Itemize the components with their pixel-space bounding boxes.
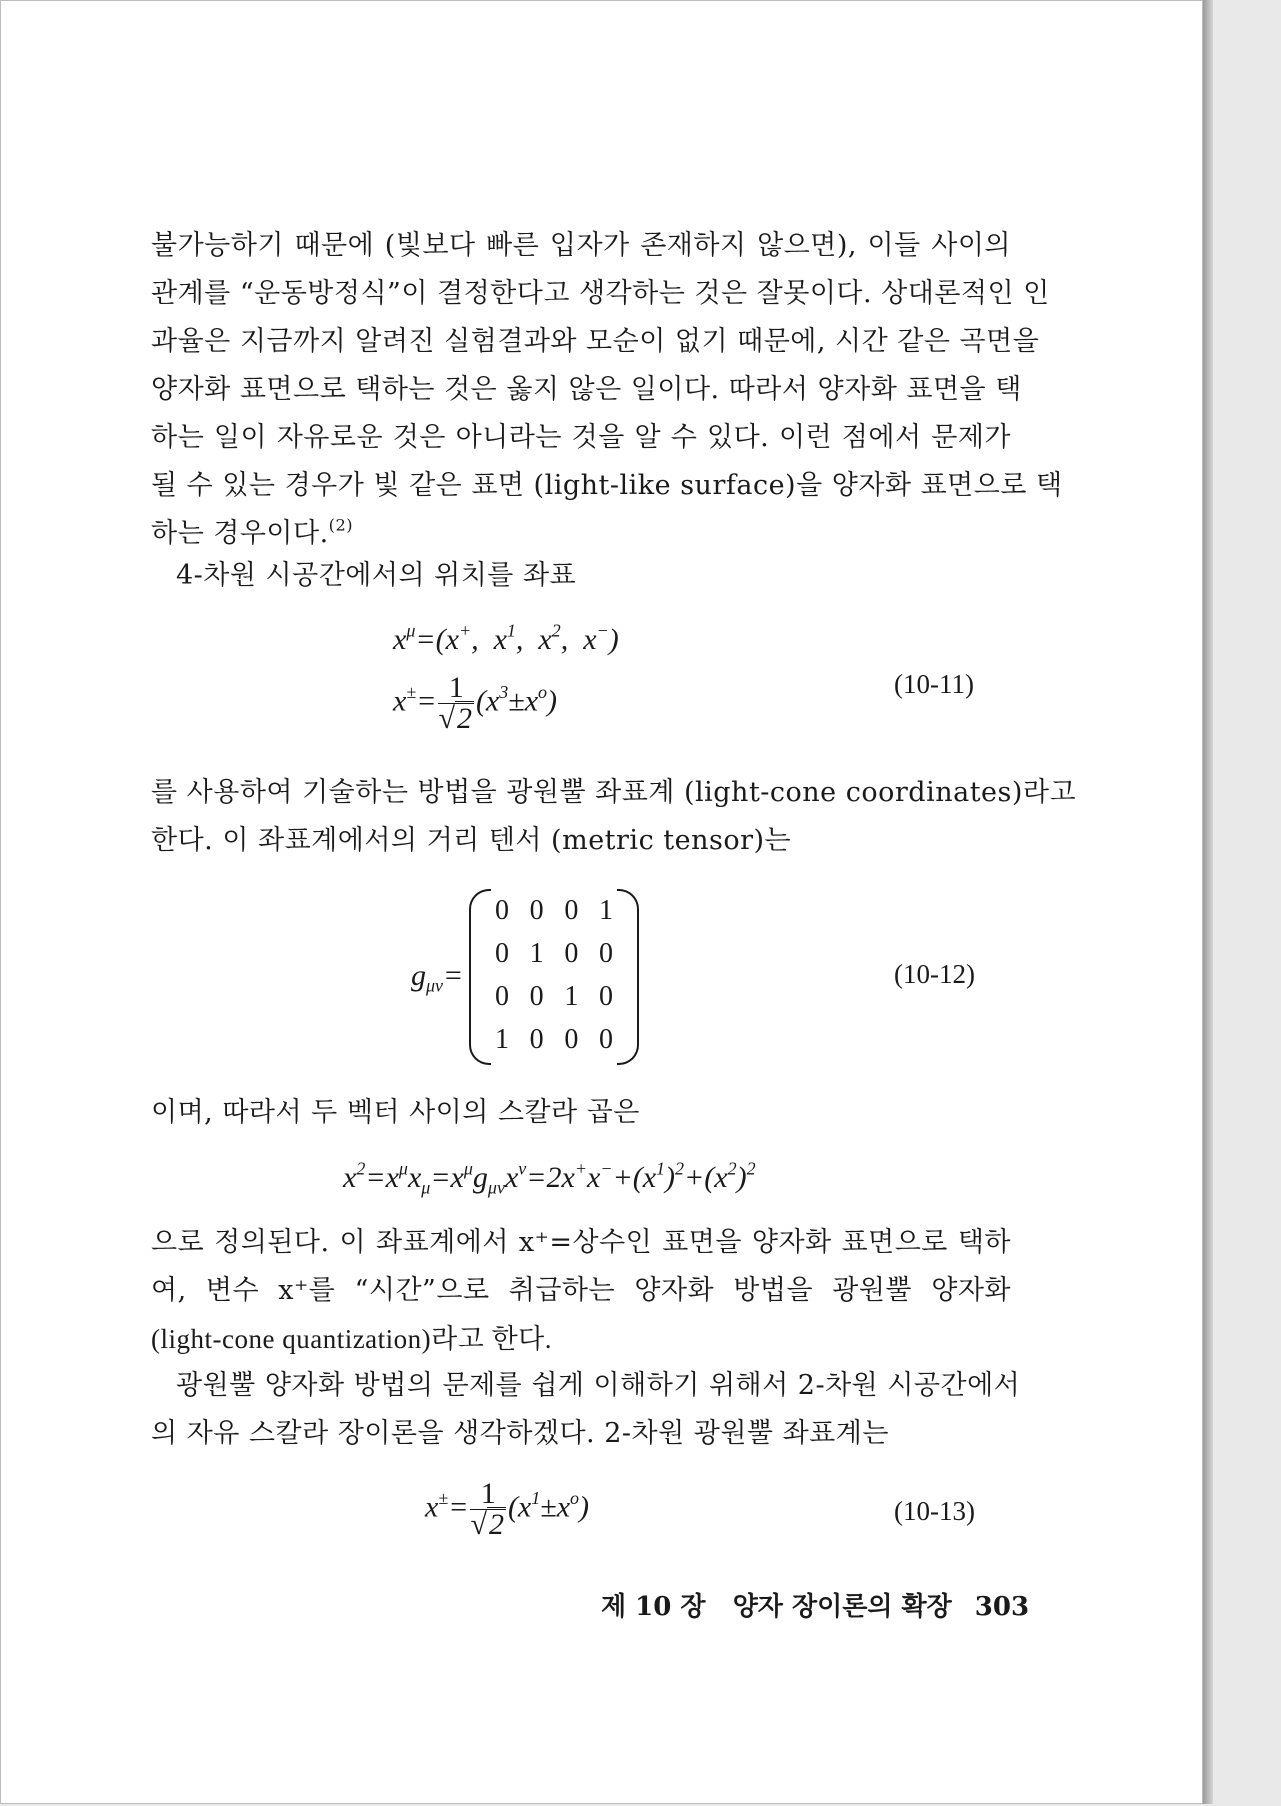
footnote-reference: (2) [328,515,354,535]
matrix-cell: 0 [495,981,509,1012]
right-paren [617,889,639,1065]
matrix-cell: 0 [598,938,613,969]
matrix-cell: 0 [529,981,544,1012]
text-line: 관계를 “운동방정식”이 결정한다고 생각하는 것은 잘못이다. 상대론적인 인 [151,278,1050,309]
text-line: 의 자유 스칼라 장이론을 생각하겠다. 2-차원 광원뿔 좌표계는 [151,1418,889,1449]
matrix-row [487,1018,621,1061]
equation-scalar-product: $x^2=x^\mu x_\mu=x^\mu g_{\mu\nu}x^\nu=2x^+x^-+(x^1)^2+(x^2)^2$ [343,1158,756,1198]
footer-chapter: 제 10 장 [601,1592,706,1622]
matrix-cell: 0 [495,938,509,969]
matrix-cell: 0 [495,895,509,926]
text-line: 여, 변수 x⁺를 “시간”으로 취급하는 양자화 방법을 광원뿔 양자화 [151,1275,1011,1306]
text-line: 으로 정의된다. 이 좌표계에서 x⁺=상수인 표면을 양자화 표면으로 택하 [151,1227,1011,1258]
text-line: 이며, 따라서 두 벡터 사이의 스칼라 곱은 [151,1097,640,1128]
matrix-cell: 1 [495,1024,509,1055]
metric-symbol: $g_{\mu\nu}=$ [411,959,464,996]
text-line: 4-차원 시공간에서의 위치를 좌표 [176,560,577,591]
matrix-cell: 1 [598,895,613,926]
matrix-cell: 1 [529,938,544,969]
text-line: 불가능하기 때문에 (빛보다 빠른 입자가 존재하지 않으면), 이들 사이의 [151,230,1011,261]
matrix-cell: 0 [529,1024,544,1055]
matrix-cell: 0 [564,895,579,926]
matrix-grid [487,889,621,1061]
page-number: 303 [974,1592,1030,1622]
text-line: 한다. 이 좌표계에서의 거리 텐서 (metric tensor)는 [151,825,792,856]
matrix-cell: 0 [598,1024,613,1055]
running-footer [601,1586,1029,1623]
text-line: 를 사용하여 기술하는 방법을 광원뿔 좌표계 (light-cone coordinates)라고 [151,777,1077,808]
equation-number-10-11: (10-11) [894,669,974,699]
metric-matrix [469,889,639,1061]
text-line-last: 하는 경우이다. [151,518,329,549]
text-line: 될 수 있는 경우가 빛 같은 표면 (light-like surface)을 양자화 표면으로 택 [151,470,1063,501]
page-edge-shadow [1203,0,1213,1804]
text-line: 광원뿔 양자화 방법의 문제를 쉽게 이해하기 위해서 2-차원 시공간에서 [176,1370,1021,1401]
footer-title: 양자 장이론의 확장 [732,1592,952,1622]
equation-number-10-12: (10-12) [894,959,975,989]
matrix-row [487,889,621,932]
equation-x-mu: $x^\mu=(x^+$, $x^1$, $x^2$, x−) [393,620,619,656]
text-line: 하는 일이 자유로운 것은 아니라는 것을 알 수 있다. 이런 점에서 문제가 [151,422,1011,453]
equation-2d-light-cone: x±= $\frac{1}{√2}$ $(x^1\pm x^o)$ [425,1477,590,1541]
matrix-cell: 0 [598,981,613,1012]
equation-number-10-13: (10-13) [894,1496,975,1526]
text-line: 과율은 지금까지 알려진 실험결과와 모순이 없기 때문에, 시간 같은 곡면을 [151,326,1040,357]
matrix-row [487,975,621,1018]
matrix-row [487,932,621,975]
matrix-cell: 0 [564,938,579,969]
matrix-cell: 0 [529,895,544,926]
text-line [151,514,353,554]
equation-x-pm: x±= $\frac{1}{√2}$ $(x^3\pm x^o)$ [393,671,558,735]
matrix-cell: 1 [564,981,579,1012]
text-line: 양자화 표면으로 택하는 것은 옳지 않은 일이다. 따라서 양자화 표면을 택 [151,374,1022,405]
text-line: (light-cone quantization)라고 한다. [151,1324,552,1354]
matrix-cell: 0 [564,1024,579,1055]
